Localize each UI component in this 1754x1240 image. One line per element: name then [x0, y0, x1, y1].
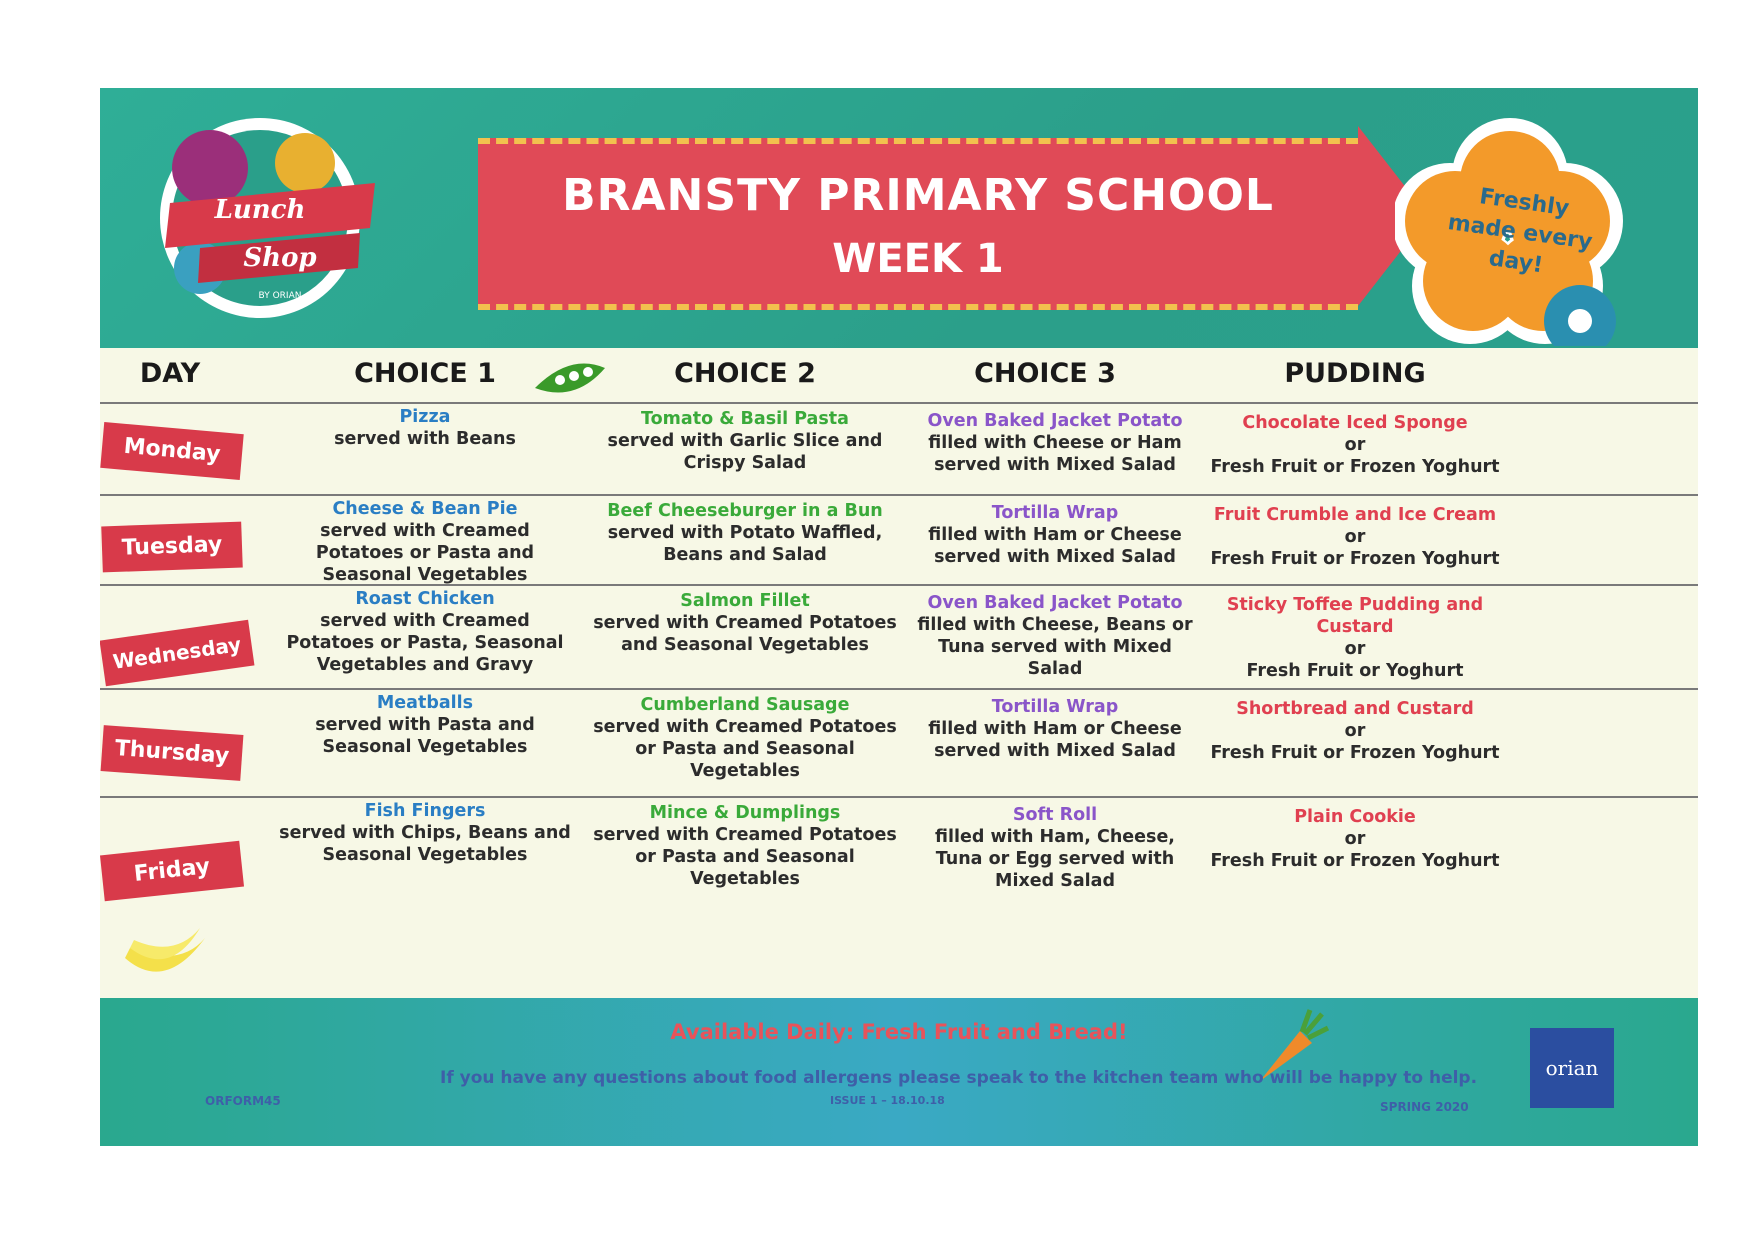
- choice3-title: Oven Baked Jacket Potato: [927, 411, 1183, 431]
- choice2-title: Beef Cheeseburger in a Bun: [607, 501, 883, 521]
- choice3-title: Soft Roll: [1012, 805, 1098, 825]
- header: [100, 88, 1698, 348]
- choice3-friday: [910, 804, 1200, 892]
- orian-logo: orian: [1530, 1028, 1614, 1108]
- choice1-title: Pizza: [399, 407, 451, 427]
- pudding-or: or: [1344, 527, 1366, 547]
- available-daily-text: Available Daily: Fresh Fruit and Bread!: [670, 1020, 1128, 1044]
- col-header-choice1: CHOICE 1: [354, 358, 496, 389]
- menu-table: [100, 348, 1698, 998]
- pudding-title: Shortbread and Custard: [1236, 699, 1474, 719]
- pudding-desc: Fresh Fruit or Frozen Yoghurt: [1210, 743, 1500, 763]
- col-header-choice2: CHOICE 2: [674, 358, 816, 389]
- choice2-title: Cumberland Sausage: [640, 695, 850, 715]
- choice2-friday: [590, 802, 900, 890]
- col-header-pudding: PUDDING: [1284, 358, 1426, 389]
- choice2-monday: [590, 408, 900, 474]
- choice1-tuesday: [275, 498, 575, 586]
- row-divider: [100, 402, 1698, 404]
- lunch-shop-logo: [140, 108, 390, 338]
- pudding-wednesday: [1200, 594, 1510, 682]
- choice3-title: Tortilla Wrap: [991, 503, 1119, 523]
- choice1-desc: served with Chips, Beans and Seasonal Vegetables: [279, 823, 571, 865]
- pudding-monday: [1200, 412, 1510, 478]
- pudding-or: or: [1344, 435, 1366, 455]
- choice3-thursday: [910, 696, 1200, 762]
- choice2-wednesday: [590, 590, 900, 656]
- school-name: BRANSTY PRIMARY SCHOOL: [562, 170, 1274, 221]
- pudding-title: Chocolate Iced Sponge: [1242, 413, 1468, 433]
- day-label-thursday: Thursday: [101, 725, 244, 781]
- choice1-title: Fish Fingers: [364, 801, 486, 821]
- choice1-title: Meatballs: [376, 693, 474, 713]
- pudding-friday: [1200, 806, 1510, 872]
- choice3-tuesday: [910, 502, 1200, 568]
- row-divider: [100, 688, 1698, 690]
- choice2-title: Mince & Dumplings: [649, 803, 841, 823]
- choice2-desc: served with Potato Waffled, Beans and Salad: [607, 523, 883, 565]
- day-label-tuesday: Tuesday: [101, 522, 243, 573]
- choice3-desc: filled with Ham or Cheese served with Mixed Salad: [928, 719, 1182, 761]
- choice3-title: Tortilla Wrap: [991, 697, 1119, 717]
- pudding-desc: Fresh Fruit or Frozen Yoghurt: [1210, 851, 1500, 871]
- pudding-desc: Fresh Fruit or Yoghurt: [1246, 661, 1464, 681]
- choice3-desc: filled with Cheese or Ham served with Mixed Salad: [928, 433, 1182, 475]
- pudding-desc: Fresh Fruit or Frozen Yoghurt: [1210, 549, 1500, 569]
- footer: [100, 998, 1698, 1146]
- choice1-title: Roast Chicken: [355, 589, 495, 609]
- choice3-desc: filled with Ham or Cheese served with Mixed Salad: [928, 525, 1182, 567]
- pudding-title: Plain Cookie: [1294, 807, 1416, 827]
- choice2-desc: served with Creamed Potatoes or Pasta and Seasonal Vegetables: [593, 717, 897, 781]
- choice2-desc: served with Garlic Slice and Crispy Salad: [607, 431, 883, 473]
- form-code: ORFORM45: [205, 1094, 281, 1108]
- choice1-desc: served with Creamed Potatoes or Pasta, Seasonal Vegetables and Gravy: [286, 611, 564, 675]
- pudding-tuesday: [1200, 504, 1510, 570]
- choice1-monday: [275, 406, 575, 450]
- row-divider: [100, 796, 1698, 798]
- pudding-thursday: [1200, 698, 1510, 764]
- choice1-friday: [275, 800, 575, 866]
- day-label-friday: Friday: [100, 841, 244, 901]
- freshly-made-text: Freshly made every day!: [1446, 184, 1594, 279]
- choice3-monday: [910, 410, 1200, 476]
- day-label-wednesday: Wednesday: [100, 620, 254, 686]
- day-label-monday: Monday: [100, 422, 243, 480]
- pudding-or: or: [1344, 829, 1366, 849]
- choice3-title: Oven Baked Jacket Potato: [927, 593, 1183, 613]
- issue-date: ISSUE 1 – 18.10.18: [830, 1094, 945, 1107]
- choice1-title: Cheese & Bean Pie: [332, 499, 518, 519]
- choice2-tuesday: [590, 500, 900, 566]
- week-label: WEEK 1: [832, 236, 1004, 282]
- allergen-notice: If you have any questions about food allergens please speak to the kitchen team who will be happy to help.: [440, 1068, 1478, 1088]
- pudding-title: Fruit Crumble and Ice Cream: [1213, 505, 1497, 525]
- choice2-desc: served with Creamed Potatoes or Pasta and Seasonal Vegetables: [593, 825, 897, 889]
- logo-by-text: BY ORIAN: [258, 291, 302, 301]
- col-header-choice3: CHOICE 3: [974, 358, 1116, 389]
- choice2-thursday: [590, 694, 900, 782]
- choice1-wednesday: [275, 588, 575, 676]
- pudding-or: or: [1344, 639, 1366, 659]
- logo-lunch-text: Lunch: [214, 195, 306, 225]
- choice2-title: Tomato & Basil Pasta: [641, 409, 849, 429]
- row-divider: [100, 494, 1698, 496]
- choice1-thursday: [275, 692, 575, 758]
- peapod-icon: [530, 358, 610, 398]
- pudding-or: or: [1344, 721, 1366, 741]
- col-header-day: DAY: [139, 358, 201, 389]
- choice2-desc: served with Creamed Potatoes and Seasonal Vegetables: [593, 613, 897, 655]
- season-label: SPRING 2020: [1380, 1100, 1469, 1114]
- choice1-desc: served with Beans: [334, 429, 516, 449]
- pudding-title: Sticky Toffee Pudding and Custard: [1226, 595, 1484, 637]
- choice3-desc: filled with Cheese, Beans or Tuna served with Mixed Salad: [917, 615, 1193, 679]
- pudding-desc: Fresh Fruit or Frozen Yoghurt: [1210, 457, 1500, 477]
- logo-shop-text: Shop: [243, 243, 317, 273]
- choice1-desc: served with Pasta and Seasonal Vegetables: [315, 715, 535, 757]
- choice1-desc: served with Creamed Potatoes or Pasta and Seasonal Vegetables: [315, 521, 535, 585]
- banana-icon: [120, 918, 210, 988]
- choice3-wednesday: [910, 592, 1200, 680]
- title-banner: [478, 138, 1358, 310]
- choice3-desc: filled with Ham, Cheese, Tuna or Egg served with Mixed Salad: [935, 827, 1175, 891]
- menu-sheet: [100, 88, 1698, 1146]
- choice2-title: Salmon Fillet: [680, 591, 810, 611]
